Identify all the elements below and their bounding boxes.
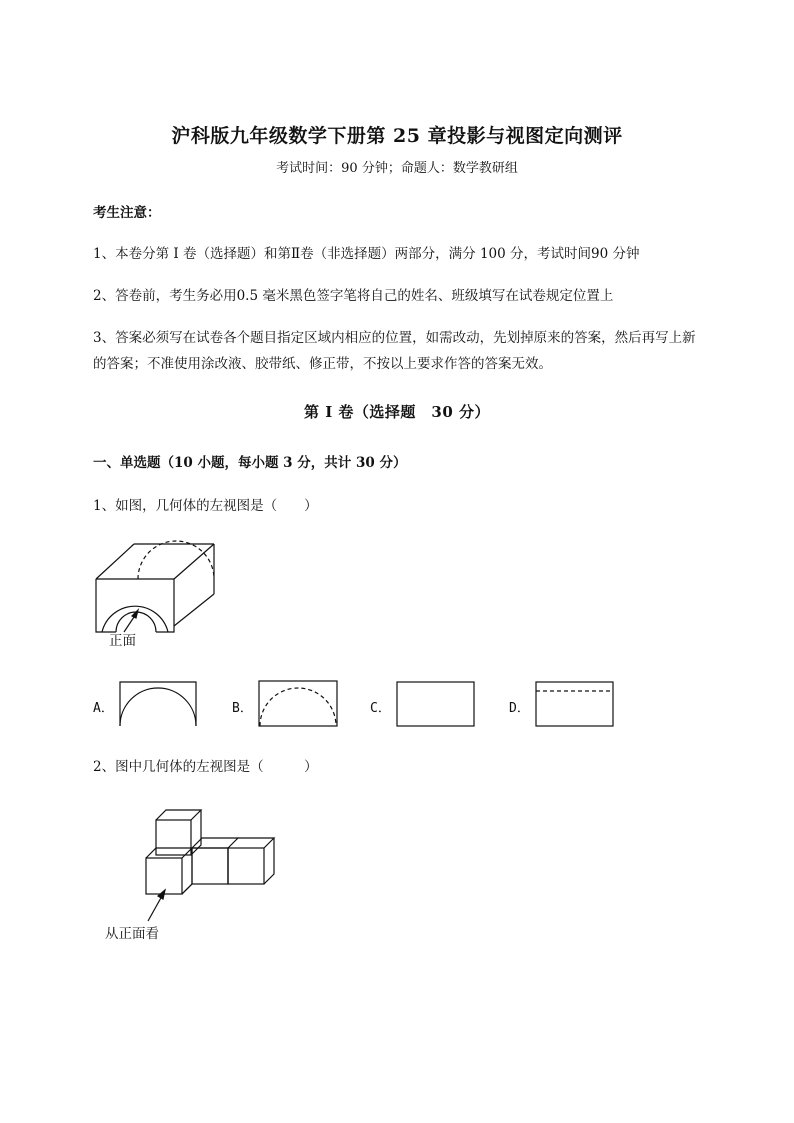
option-d-label[interactable]: D． (509, 701, 530, 716)
notice-heading: 考生注意： (93, 205, 161, 221)
section-title: 第 I 卷（选择题 30 分） (303, 403, 491, 421)
question-2-figure (104, 806, 284, 926)
exam-info: 考试时间：90 分钟；命题人：数学教研组 (276, 161, 518, 176)
option-a-label[interactable]: A． (93, 701, 114, 716)
part-title: 一、单选题（10 小题，每小题 3 分，共计 30 分） (93, 455, 407, 471)
notice-item-3: 3、答案必须写在试卷各个题目指定区域内相应的位置，如需改动，先划掉原来的答案，然后再写上新 (93, 330, 696, 346)
notice-item-3-continued: 的答案；不准使用涂改液、胶带纸、修正带，不按以上要求作答的答案无效。 (93, 356, 552, 372)
option-c-figure[interactable] (396, 681, 476, 729)
option-a-figure[interactable] (118, 680, 198, 728)
question-1-figure-label: 正面 (109, 633, 136, 649)
option-c-label[interactable]: C． (370, 701, 391, 716)
question-2-figure-label: 从正面看 (105, 926, 159, 942)
option-d-figure[interactable] (535, 681, 615, 729)
option-b-label[interactable]: B． (232, 701, 253, 716)
notice-item-1: 1、本卷分第 I 卷（选择题）和第Ⅱ卷（非选择题）两部分，满分 100 分，考试时间90 分钟 (93, 246, 640, 262)
question-1-stem: 1、如图，几何体的左视图是（ ） (93, 498, 318, 514)
page-title: 沪科版九年级数学下册第 25 章投影与视图定向测评 (171, 125, 623, 147)
notice-item-2: 2、答卷前，考生务必用0.5 毫米黑色签字笔将自己的姓名、班级填写在试卷规定位置上 (93, 288, 614, 304)
option-b-figure[interactable] (258, 680, 338, 728)
question-2-stem: 2、图中几何体的左视图是（ ） (93, 759, 318, 775)
